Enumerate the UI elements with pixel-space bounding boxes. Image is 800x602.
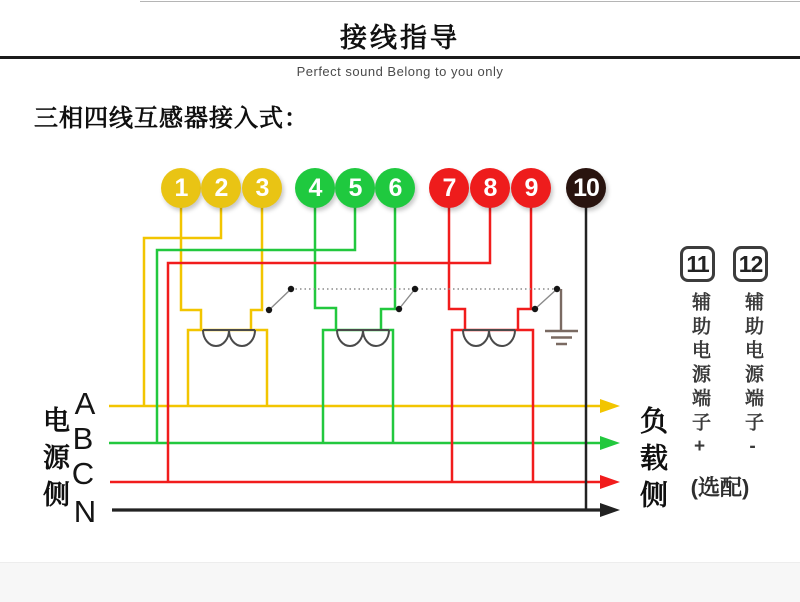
terminal-8: 8 xyxy=(470,168,510,208)
ct-b-loop xyxy=(323,330,393,443)
terminal-10: 10 xyxy=(566,168,606,208)
phase-bus-lines xyxy=(109,406,601,510)
ct-a-loop xyxy=(188,330,267,406)
terminal-1: 1 xyxy=(161,168,201,208)
phase-a-wiring xyxy=(144,206,267,406)
aux-terminal-11-caption: 辅助电源端子+ xyxy=(689,292,710,462)
aux-terminal-12-caption: 辅助电源端子- xyxy=(742,292,763,462)
terminal-1-lead xyxy=(181,206,201,330)
neutral-arrow xyxy=(600,503,620,517)
terminal-9: 9 xyxy=(511,168,551,208)
ct-c-coil-icon xyxy=(463,330,515,346)
load-side-label: 负载侧 xyxy=(637,406,668,517)
terminal-4: 4 xyxy=(295,168,335,208)
page-subtitle: Perfect sound Belong to you only xyxy=(296,64,504,79)
shorting-link xyxy=(266,286,560,313)
terminal-2-voltage-tap xyxy=(144,206,221,406)
link-diagonal-c xyxy=(535,289,557,309)
aux-terminal-11-box: 11 xyxy=(680,246,715,282)
terminal-8-voltage-tap xyxy=(168,206,490,482)
phase-a-arrow xyxy=(600,399,620,413)
terminal-4-lead xyxy=(315,206,336,330)
terminal-5-voltage-tap xyxy=(157,206,355,443)
source-side-label: 电源侧 xyxy=(39,406,69,517)
phase-n-label: N xyxy=(73,494,97,529)
terminal-3: 3 xyxy=(242,168,282,208)
ct-a-coil-icon xyxy=(203,330,255,346)
section-heading: 三相四线互感器接入式： xyxy=(34,105,309,132)
phase-b-label: B xyxy=(72,421,94,456)
terminal-6-lead xyxy=(381,206,395,330)
aux-terminal-12-box: 12 xyxy=(733,246,768,282)
phase-b-arrow xyxy=(600,436,620,450)
terminal-7: 7 xyxy=(429,168,469,208)
ground-symbol xyxy=(545,289,578,344)
page-title: 接线指导 xyxy=(340,23,460,53)
link-diagonal-b xyxy=(399,289,415,309)
ground-bars xyxy=(545,331,578,344)
link-diagonal-a xyxy=(269,289,291,310)
terminal-5: 5 xyxy=(335,168,375,208)
phase-a-label: A xyxy=(74,386,96,421)
phase-c-label: C xyxy=(71,456,95,491)
terminal-3-lead xyxy=(251,206,262,330)
phase-c-arrow xyxy=(600,475,620,489)
terminal-6: 6 xyxy=(375,168,415,208)
link-junction-dots xyxy=(266,286,560,313)
terminal-9-lead xyxy=(518,206,531,330)
phase-b-wiring xyxy=(157,206,395,443)
optional-note: (选配) xyxy=(690,475,750,500)
ct-b-coil-icon xyxy=(337,330,389,346)
terminal-7-lead xyxy=(449,206,465,330)
load-arrows xyxy=(600,399,620,517)
terminal-2: 2 xyxy=(201,168,241,208)
ct-coil-symbols xyxy=(203,330,515,346)
